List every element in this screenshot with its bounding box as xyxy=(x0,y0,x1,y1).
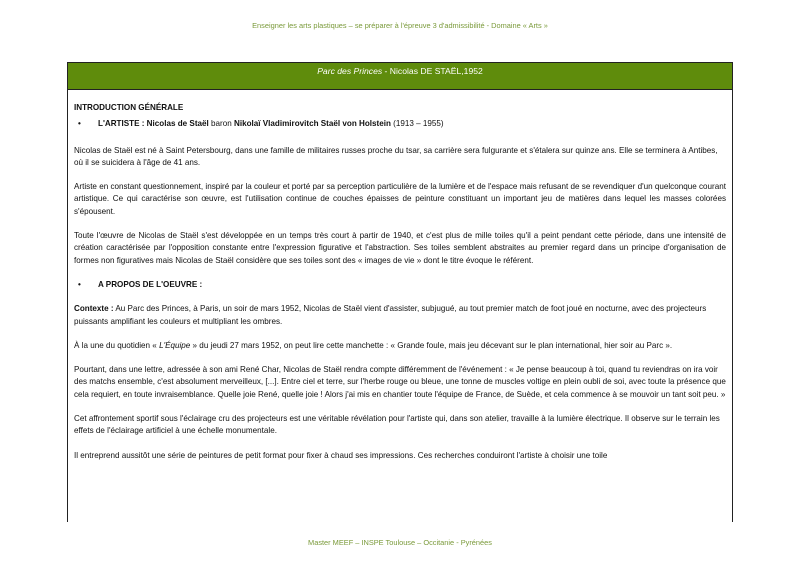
equipe-text-a: À la une du quotidien « xyxy=(74,340,160,350)
oeuvre-paragraph: Toute l'œuvre de Nicolas de Staël s'est développée en un temps très court à partir de 1940, et c'est plus de mille toiles qu'il a peint pendant cette période, dans une intensité de création caractérisée par l'opposition constante entre l'expression figurative et l'abstraction. Ses toiles semblent abstraites au premier regard dans un principe d'organisation de formes non figuratives mais Nicolas de Staël considère que ses toiles sont des « images de vie » dont le titre évoque le référent. xyxy=(74,231,726,265)
intro-heading: INTRODUCTION GÉNÉRALE xyxy=(74,103,184,112)
artwork-title: Parc des Princes xyxy=(317,66,383,76)
artist-bullet xyxy=(74,118,726,130)
entreprend-paragraph: Il entreprend aussitôt une série de peintures de petit format pour fixer à chaud ses impressions. Ces recherches conduiront l'artiste à choisir une toile xyxy=(74,450,608,460)
oeuvre-bullet xyxy=(74,279,726,291)
context-label: Contexte : xyxy=(74,304,114,314)
letter-paragraph: Pourtant, dans une lettre, adressée à son ami René Char, Nicolas de Staël rendra compte différemment de l'événement : « Je pense beaucoup à toi, quand tu reviendras on ira voir des matchs ensemble, c'est absolument merveilleux, [...]. Entre ciel et terre, sur l'herbe rouge ou bleue, une tonne de muscles voltige en plein oubli de soi, avec toute la présence que cela requiert, en toute invraisemblance. Quelle joie René, quelle joie ! Alors j'ai mis en chantier toute l'équipe de France, de Suède, et cela commence à se mouvoir un tant soit peu. » xyxy=(74,365,726,399)
artist-full-name: Nikolaï Vladimirovitch Staël von Holstein xyxy=(233,119,391,129)
equipe-text-b: » du jeudi 27 mars 1952, on peut lire cette manchette : « Grande foule, mais jeu décevant sur le plan international, hier soir au Parc ». xyxy=(190,340,673,350)
equipe-newspaper: L'Équipe xyxy=(159,340,191,350)
bullet-icon: • xyxy=(78,279,81,289)
style-paragraph: Artiste en constant questionnement, inspiré par la couleur et porté par sa perception particulière de la lumière et de l'espace mais refusant de se revendiquer d'un quelconque courant artistique. Ce qui caractérise son œuvre, est l'utilisation continue de couches épaisses de peinture constituant un important jeu de matières dans lequel les masses colorées s'épousent. xyxy=(74,182,726,216)
context-text: Au Parc des Princes, à Paris, un soir de mars 1952, Nicolas de Staël vient d'assister, subjugué, au tout premier match de foot joué en nocturne, avec des projecteurs puissants amplifiant les couleurs et multipliant les ombres. xyxy=(74,304,707,326)
artist-and-year: - Nicolas DE STAËL,1952 xyxy=(382,66,483,76)
page-header: Enseigner les arts plastiques – se préparer à l'épreuve 3 d'admissibilité - Domaine « Arts » xyxy=(252,21,548,30)
affrontement-paragraph: Cet affrontement sportif sous l'éclairage cru des projecteurs est une véritable révélation pour l'artiste qui, dans son atelier, travaille à la lumière électrique. Il observe sur le terrain les effets de l'éclairage artificiel à une échelle monumentale. xyxy=(74,414,720,436)
page-footer: Master MEEF – INSPE Toulouse – Occitanie - Pyrénées xyxy=(308,538,492,547)
artist-label: L'ARTISTE : Nicolas de Staël xyxy=(98,119,209,129)
document-content xyxy=(68,102,732,462)
bio-paragraph: Nicolas de Staël est né à Saint Petersbourg, dans une famille de militaires russes proche du tsar, sa carrière sera fulgurante et s'étalera sur quinze ans. Elle se terminera à Antibes, où il se suicidera à l'âge de 41 ans. xyxy=(74,145,718,167)
oeuvre-heading: A PROPOS DE L'OEUVRE : xyxy=(98,279,203,289)
equipe-paragraph xyxy=(74,340,726,352)
artist-dates: (1913 – 1955) xyxy=(390,119,444,129)
title-banner xyxy=(68,63,732,90)
context-paragraph xyxy=(74,303,726,328)
bullet-icon: • xyxy=(78,119,81,129)
artist-mid: baron xyxy=(208,119,234,129)
document-frame xyxy=(67,62,733,522)
